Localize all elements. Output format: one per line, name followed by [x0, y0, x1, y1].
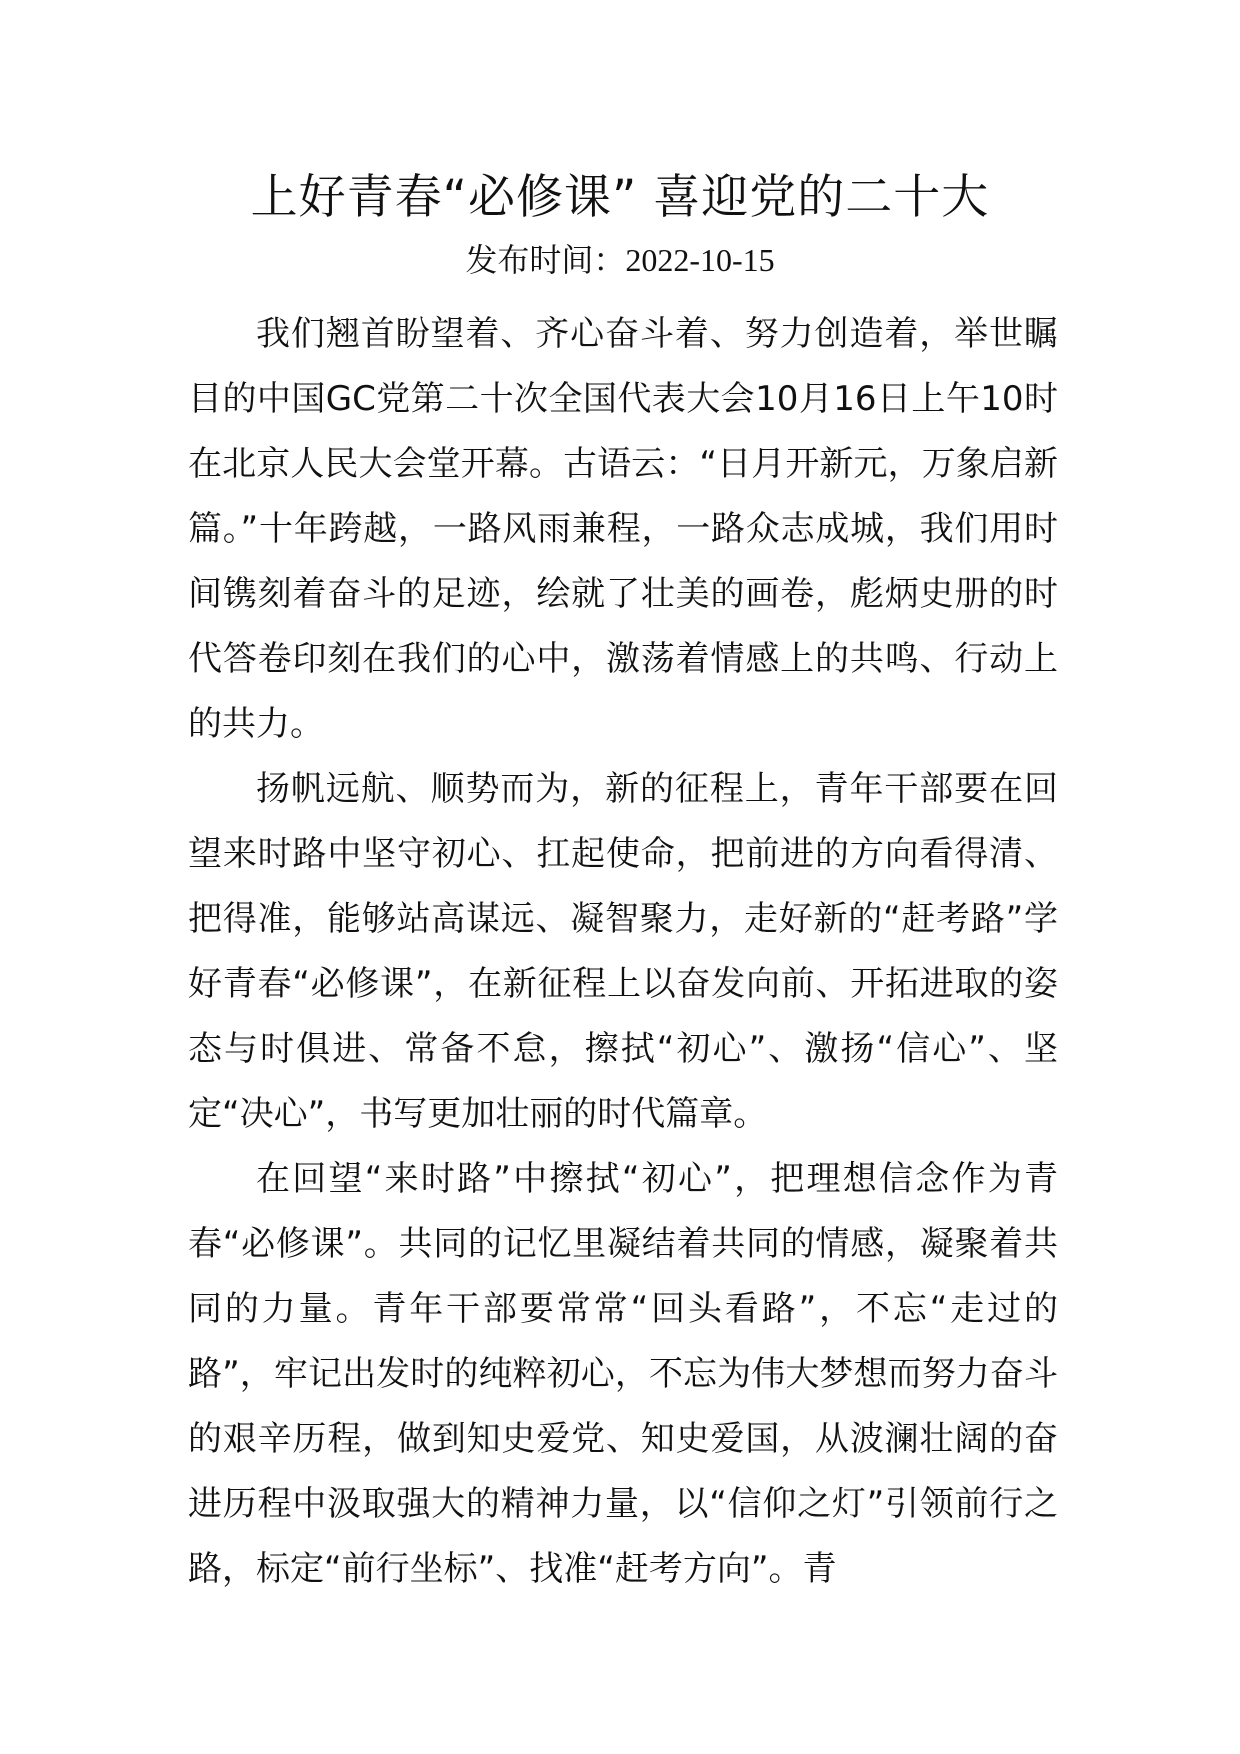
paragraph-1: 我们翘首盼望着、齐心奋斗着、努力创造着，举世瞩目的中国GC党第二十次全国代表大会10月16日上午10时在北京人民大会堂开幕。古语云：“日月开新元，万象启新篇。”十年跨越，一路风雨兼程，一路众志成城，我们用时间镌刻着奋斗的足迹，绘就了壮美的画卷，彪炳史册的时代答卷印刻在我们的心中，激荡着情感上的共鸣、行动上的共力。 — [188, 314, 1058, 744]
publish-info — [0, 240, 1240, 280]
paragraph-2: 扬帆远航、顺势而为，新的征程上，青年干部要在回望来时路中坚守初心、扛起使命，把前进的方向看得清、把得准，能够站高谋远、凝智聚力，走好新的“赶考路”学好青春“必修课”，在新征程上以奋发向前、开拓进取的姿态与时俱进、常备不怠，擦拭“初心”、激扬“信心”、坚定“决心”，书写更加壮丽的时代篇章。 — [188, 769, 1058, 1134]
publish-label: 发布时间： — [465, 241, 626, 279]
paragraph-3: 在回望“来时路”中擦拭“初心”，把理想信念作为青春“必修课”。共同的记忆里凝结着共同的情感，凝聚着共同的力量。青年干部要常常“回头看路”，不忘“走过的路”，牢记出发时的纯粹初心，不忘为伟大梦想而努力奋斗的艰辛历程，做到知史爱党、知史爱国，从波澜壮阔的奋进历程中汲取强大的精神力量，以“信仰之灯”引领前行之路，标定“前行坐标”、找准“赶考方向”。青 — [188, 1159, 1058, 1589]
article-body — [188, 302, 1058, 1602]
publish-date: 2022-10-15 — [625, 242, 775, 278]
document-title: 上好青春“必修课” 喜迎党的二十大 — [250, 170, 990, 225]
